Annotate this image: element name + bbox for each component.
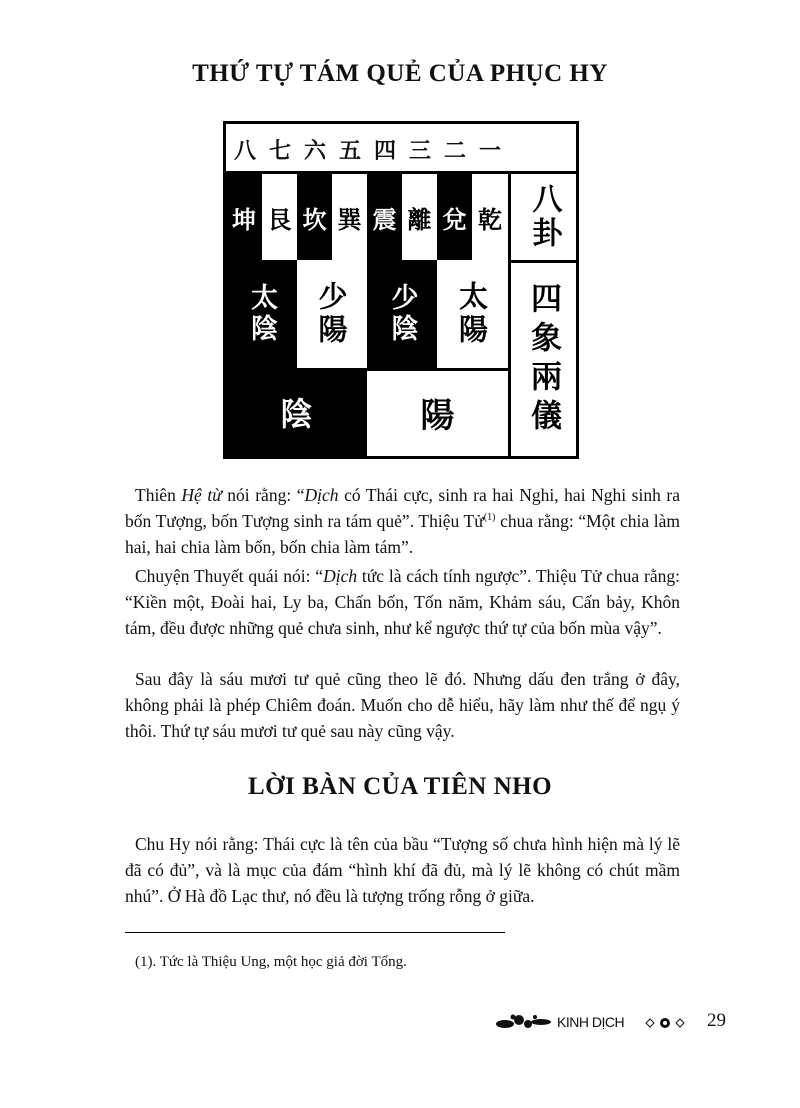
italic-text: Hệ từ [181, 485, 222, 505]
text: Chuyện Thuyết quái nói: “ [135, 566, 324, 586]
floral-ornament-icon [495, 1012, 555, 1032]
paragraph-1 [125, 482, 680, 560]
four-image-taiyin: 太陰 [226, 260, 297, 368]
right-column-divider [511, 260, 576, 263]
paragraph-3 [125, 666, 680, 744]
trigram-dui: 兌 [437, 174, 472, 260]
trigram-qian: 乾 [472, 174, 508, 260]
footnote: (1). Tức là Thiệu Ung, một học giả đời Tống. [135, 954, 407, 970]
number-7: 七 [268, 138, 291, 164]
four-image-shaoyin: 少陰 [367, 260, 437, 368]
page-footer [495, 1010, 735, 1036]
four-image-taiyang: 太陽 [437, 260, 508, 368]
number-6: 六 [303, 138, 326, 164]
trigram-kan: 坎 [297, 174, 332, 260]
italic-text: Dịch [304, 485, 339, 505]
number-2: 二 [443, 138, 466, 164]
section-title: LỜI BÀN CỦA TIÊN NHO [247, 773, 553, 800]
four-image-shaoyang: 少陽 [297, 260, 367, 368]
column-divider [508, 174, 511, 456]
mode-yin: 陰 [226, 368, 367, 456]
four-images-two-modes-label: 四象兩儀 [511, 263, 576, 456]
text: tức là cách tính ngược”. Thiệu Tử chua rằng: “Kiền một, Đoài hai, Ly ba, Chấn bốn, Tốn năm, Khảm sáu, Cấn bảy, Khôn tám, đều được những quẻ chưa sinh, như kể ngược thứ tự của bốn mùa vậy”. [125, 566, 680, 638]
text: có Thái cực, sinh ra hai Nghi, hai Nghi sinh ra bốn Tượng, bốn Tượng sinh ra tám quẻ”. Thiệu Tử [125, 485, 680, 531]
text: chua rằng: “Một chia làm hai, hai chia làm bốn, bốn chia làm tám”. [125, 511, 680, 557]
trigram-gen: 艮 [262, 174, 297, 260]
footnote-ref: (1) [483, 512, 496, 524]
trigram-xun: 巽 [332, 174, 367, 260]
text: Thiên [135, 485, 182, 505]
italic-text: Dịch [323, 566, 358, 586]
paragraph-4 [125, 831, 680, 909]
text: Sau đây là sáu mươi tư quẻ cũng theo lẽ đó. Nhưng dấu đen trắng ở đây, không phải là phép Chiêm đoán. Muốn cho dễ hiểu, hãy làm như thế để ngụ ý thôi. Thứ tự sáu mươi tư quẻ sau này cũng vậy. [125, 669, 680, 741]
fu-xi-trigram-diagram [223, 121, 579, 459]
trigram-kun: 坤 [226, 174, 262, 260]
trigram-zhen: 震 [367, 174, 402, 260]
footer-book-title: KINH DỊCH [557, 1014, 625, 1030]
mode-yang: 陽 [367, 368, 508, 456]
number-5: 五 [338, 138, 361, 164]
page-number: 29 [707, 1010, 726, 1031]
number-3: 三 [408, 138, 431, 164]
text: Chu Hy nói rằng: Thái cực là tên của bầu “Tượng số chưa hình hiện mà lý lẽ đã có đủ”, và là mục của đám “hình khí đã đủ, mà lý lẽ không có chút mầm nhú”. Ở Hà đồ Lạc thư, nó đều là tượng trống rỗng ở giữa. [125, 834, 680, 906]
paragraph-2 [125, 563, 680, 641]
number-1: 一 [478, 138, 501, 164]
flower-ornament-icon [642, 1016, 688, 1030]
bagua-label: 八卦 [511, 174, 576, 260]
number-8: 八 [233, 138, 256, 164]
trigram-li: 離 [402, 174, 437, 260]
footnote-divider [125, 932, 505, 933]
number-4: 四 [373, 138, 396, 164]
text: nói rằng: “ [221, 485, 305, 505]
page-title: THỨ TỰ TÁM QUẺ CỦA PHỤC HY [192, 60, 608, 87]
number-row [226, 124, 576, 174]
yang-top-border [367, 368, 508, 371]
